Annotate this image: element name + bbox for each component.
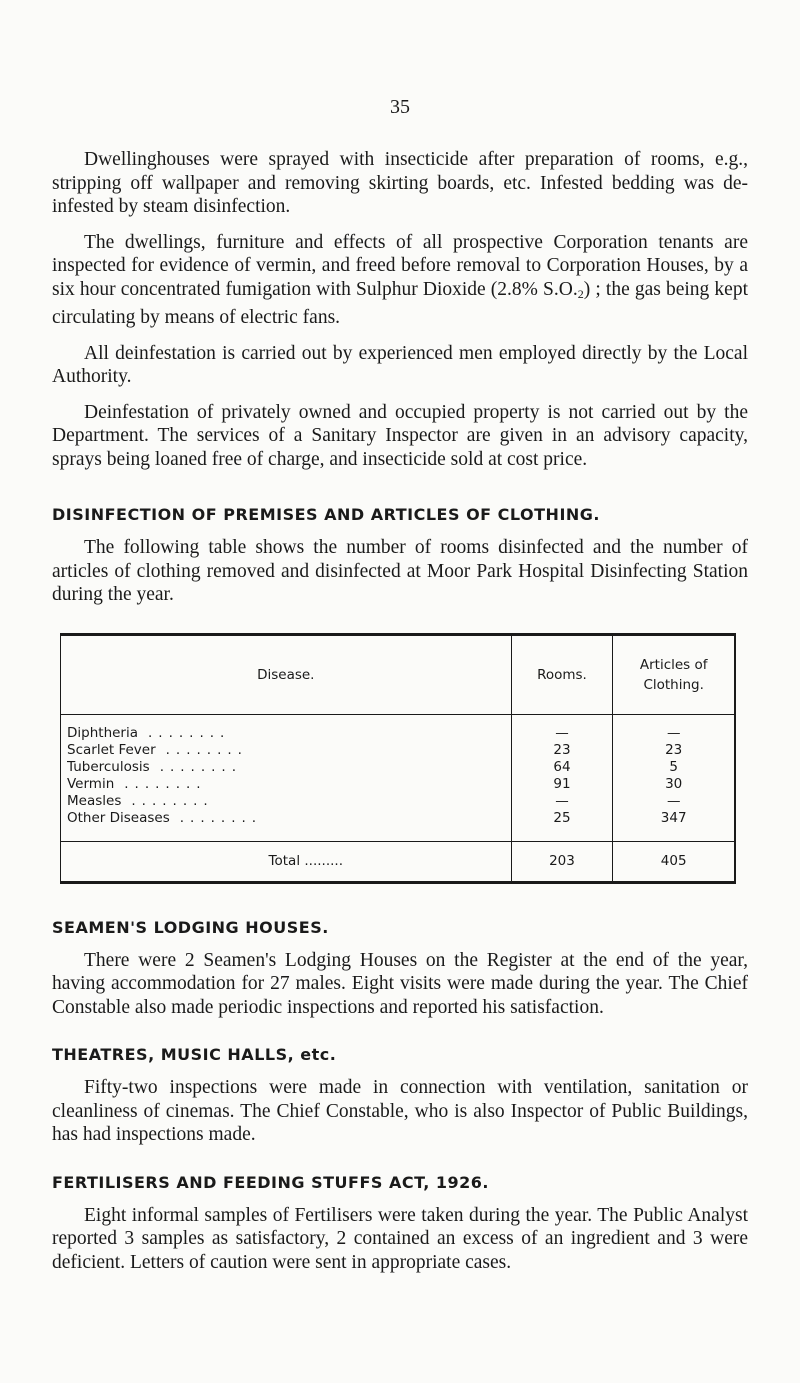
rooms-value: — [555, 724, 569, 741]
paragraph-private-property: Deinfestation of privately owned and occupied property is not carried out by the Department. The services of a Sanitary Inspector are given in an advisory capacity, sprays being loaned free of charge, and insecticide sold at cost price. [52, 401, 748, 470]
theatres-paragraph: Fifty-two inspections were made in connection with ventilation, sanitation or cleanliness of cinemas. The Chief Constable, who is also Inspector of Public Buildings, has had inspections made. [52, 1077, 748, 1145]
table-row: Measles ........ [67, 792, 214, 809]
page-content [52, 148, 748, 1274]
rooms-value: 91 [553, 775, 571, 792]
disinfection-table [60, 633, 736, 884]
articles-column [613, 714, 735, 841]
disinfection-intro: The following table shows the number of rooms disinfected and the number of articles of clothing removed and disinfected at Moor Park Hospital Disinfecting Station during the year. [52, 537, 748, 605]
rooms-value: 64 [553, 758, 571, 775]
header-articles: Articles of Clothing. [613, 634, 735, 714]
total-rooms: 203 [511, 841, 613, 882]
paragraph-deinfestation-staff: All deinfestation is carried out by experienced men employed directly by the Local Authority. [52, 342, 748, 387]
rooms-value: 23 [553, 741, 571, 758]
articles-value: — [666, 792, 681, 809]
table-total-row [61, 841, 736, 882]
table-body-row [61, 714, 736, 841]
theatres-heading: THEATRES, MUSIC HALLS, etc. [52, 1045, 337, 1064]
table-row: Other Diseases ........ [67, 809, 263, 826]
rooms-column [511, 714, 613, 841]
disease-column [61, 714, 512, 841]
page-number: 35 [390, 96, 410, 118]
articles-value: 30 [665, 775, 683, 792]
articles-value: 347 [660, 809, 687, 826]
total-articles: 405 [613, 841, 735, 882]
seamen-paragraph: There were 2 Seamen's Lodging Houses on the Register at the end of the year, having accommodation for 27 males. Eight visits were made during the year. The Chief Constable also made periodic inspections and reported his satisfaction. [52, 949, 748, 1018]
fertilisers-heading: FERTILISERS AND FEEDING STUFFS ACT, 1926. [52, 1172, 489, 1192]
rooms-value: — [555, 792, 569, 809]
header-rooms: Rooms. [511, 634, 613, 714]
table-row: Tuberculosis ........ [67, 758, 243, 775]
paragraph-spraying: Dwellinghouses were sprayed with insecticide after preparation of rooms, e.g., stripping off wallpaper and removing skirting boards, etc. Infested bedding was de-infested by steam disinfection. [52, 149, 748, 217]
rooms-value: 25 [553, 809, 571, 826]
fertilisers-paragraph: Eight informal samples of Fertilisers were taken during the year. The Public Analyst reported 3 samples as satisfactory, 2 contained an excess of an ingredient and 3 were deficient. Letters of caution were sent in appropriate cases. [52, 1204, 748, 1273]
articles-value: 5 [669, 758, 678, 775]
seamen-heading: SEAMEN'S LODGING HOUSES. [52, 917, 329, 937]
total-label-cell [61, 841, 512, 882]
table-row: Vermin ........ [67, 775, 207, 792]
articles-value: 23 [665, 741, 683, 758]
paragraph-fumigation: The dwellings, furniture and effects of all prospective Corporation tenants are inspected for evidence of vermin, and freed before removal to Corporation Houses, by a six hour concentrated fumigation with Sulphur Dioxide (2.8% $S.O._2$) ; the gas being kept circulating by means of electric fans. [52, 231, 748, 328]
total-dots: ......... [304, 853, 343, 869]
table-row: Scarlet Fever ........ [67, 741, 248, 758]
articles-value: — [666, 724, 681, 741]
header-disease: Disease. [61, 634, 512, 714]
total-label: Total [268, 853, 301, 869]
table-header-row [61, 634, 736, 714]
table-row: Diphtheria ........ [67, 724, 231, 741]
disinfection-heading: DISINFECTION OF PREMISES AND ARTICLES OF CLOTHING. [52, 505, 600, 524]
